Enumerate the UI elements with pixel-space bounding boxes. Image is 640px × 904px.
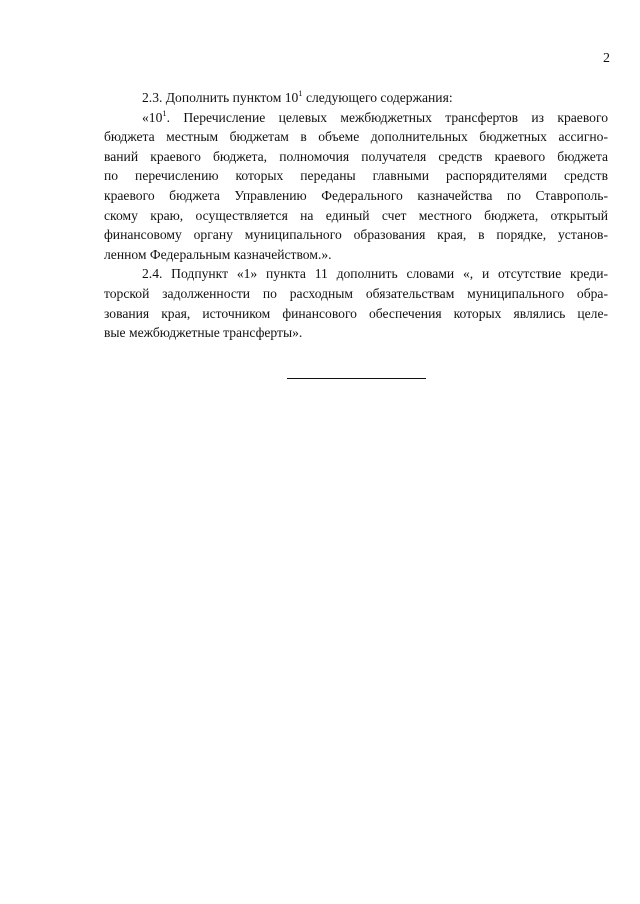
paragraph-2-4: [104, 264, 608, 342]
paragraph-2-4-last-line: вые межбюджетные трансферты».: [104, 325, 303, 341]
paragraph-10-1-line: краевого бюджета Управлению Федерального казначейства по Ставрополь-: [104, 187, 608, 203]
page-number: 2: [603, 51, 610, 66]
paragraph-10-1-line-1: [104, 108, 608, 128]
paragraph-2-4-line-1: 2.4. Подпункт «1» пункта 11 дополнить словами «, и отсутствие креди-: [142, 266, 608, 282]
paragraph-10-1: [104, 108, 608, 265]
paragraph-2-4-line: торской задолженности по расходным обязательствам муниципального обра-: [104, 285, 608, 301]
paragraph-2-4-line: зования края, источником финансового обеспечения которых являлись целе-: [104, 305, 608, 321]
paragraph-2-3-text: 2.3. Дополнить пунктом 10: [142, 90, 299, 105]
document-body: [104, 88, 608, 343]
paragraph-10-1-line: бюджета местным бюджетам в объеме дополнительных бюджетных ассигно-: [104, 129, 608, 145]
separator-line: [287, 378, 426, 379]
paragraph-10-1-first-text: . Перечисление целевых межбюджетных трансфертов из краевого: [166, 109, 608, 125]
paragraph-2-3-text-end: следующего содержания:: [302, 90, 453, 105]
quote-open-10: «10: [142, 109, 163, 125]
paragraph-10-1-line: финансовому органу муниципального образования края, в порядке, установ-: [104, 227, 608, 243]
paragraph-10-1-line: ваний краевого бюджета, полномочия получателя средств краевого бюджета: [104, 148, 608, 164]
superscript-1: 1: [162, 107, 167, 118]
paragraph-10-1-line: скому краю, осуществляется на единый счет местного бюджета, открытый: [104, 207, 608, 223]
paragraph-10-1-last-line: ленном Федеральным казначейством.».: [104, 246, 332, 262]
paragraph-2-3-line: [104, 88, 608, 108]
paragraph-2-3: [104, 88, 608, 108]
superscript-1: 1: [298, 88, 303, 98]
paragraph-10-1-line: по перечислению которых переданы главными распорядителями средств: [104, 168, 608, 184]
